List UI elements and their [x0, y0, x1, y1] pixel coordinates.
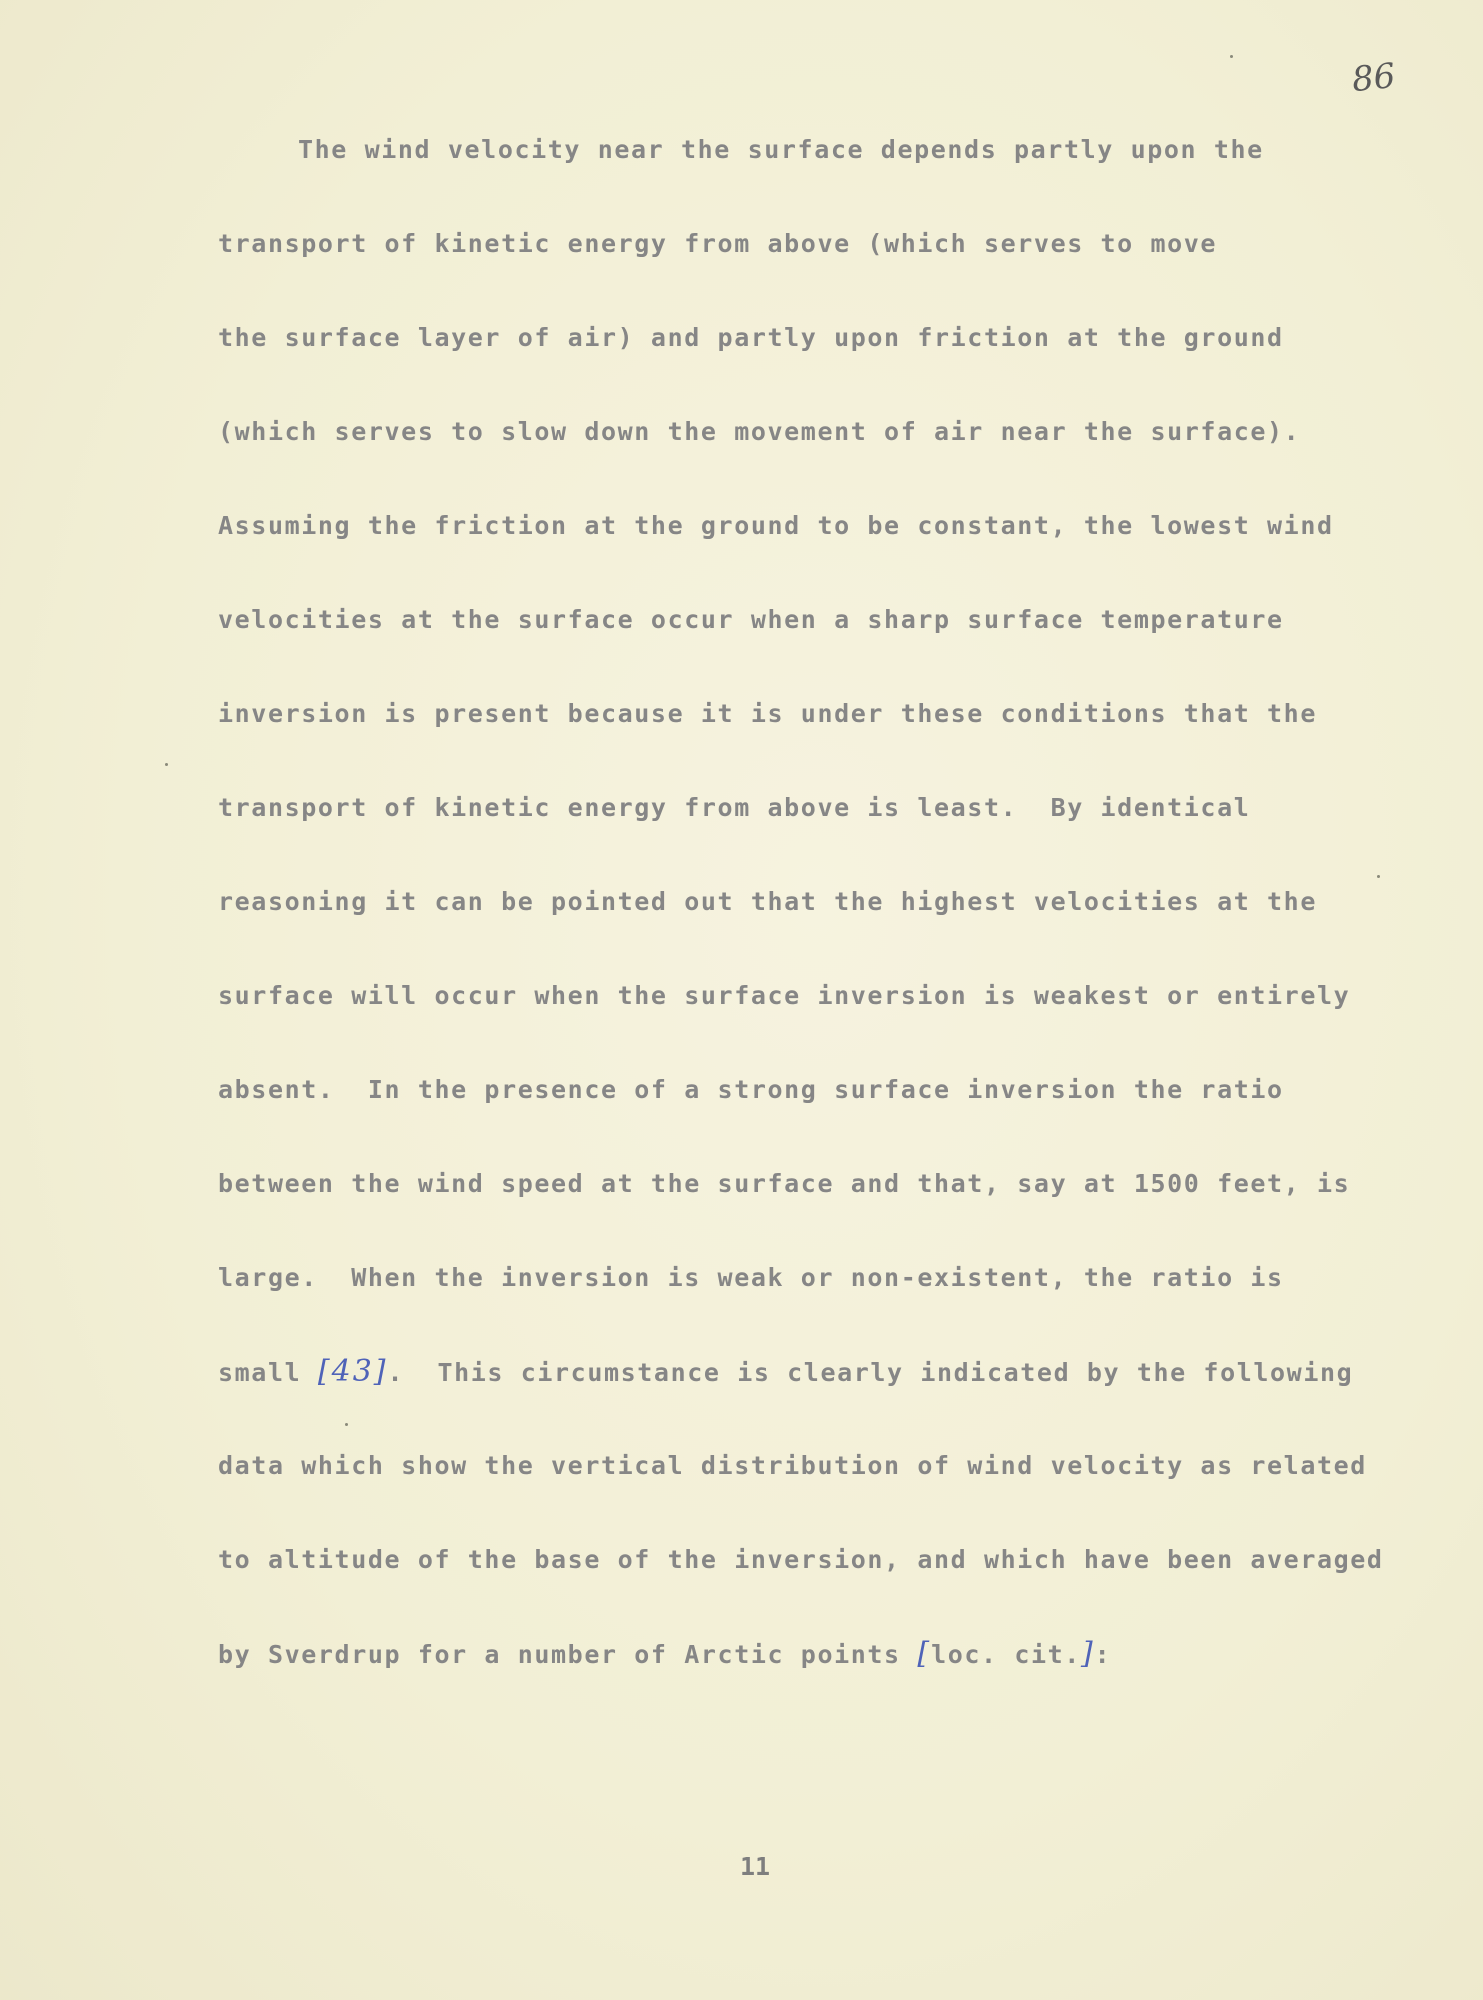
text-line-4: (which serves to slow down the movement of air near the surface).: [218, 417, 1301, 446]
text-line-17: [218, 1634, 1111, 1674]
paper-speck: [345, 1423, 348, 1426]
line17-before: by Sverdrup for a number of Arctic points: [218, 1640, 918, 1669]
text-line-3: the surface layer of air) and partly upon friction at the ground: [218, 323, 1284, 352]
handwritten-bracket-open: [: [917, 1636, 932, 1671]
text-line-13: large. When the inversion is weak or non-existent, the ratio is: [218, 1263, 1284, 1292]
paper-speck: [1377, 875, 1380, 878]
paper-speck: [165, 763, 168, 766]
text-line-5: Assuming the friction at the ground to be constant, the lowest wind: [218, 511, 1334, 540]
line17-after: :: [1094, 1640, 1112, 1669]
text-line-10: surface will occur when the surface inversion is weakest or entirely: [218, 981, 1351, 1010]
text-line-12: between the wind speed at the surface and that, say at 1500 feet, is: [218, 1169, 1351, 1198]
handwritten-folio-number: 86: [1350, 55, 1398, 101]
line14-after: . This circumstance is clearly indicated by the following: [387, 1358, 1354, 1387]
text-line-15: data which show the vertical distribution of wind velocity as related: [218, 1451, 1367, 1480]
text-line-8: transport of kinetic energy from above is least. By identical: [218, 793, 1251, 822]
handwritten-citation: [43]: [317, 1354, 388, 1389]
text-line-2: transport of kinetic energy from above (which serves to move: [218, 229, 1218, 258]
paper-speck: [1230, 55, 1233, 58]
line14-before: small: [218, 1358, 318, 1387]
text-line-1: The wind velocity near the surface depends partly upon the: [298, 135, 1264, 164]
text-line-11: absent. In the presence of a strong surface inversion the ratio: [218, 1075, 1284, 1104]
text-line-14: [218, 1352, 1353, 1392]
line17-middle: loc. cit.: [931, 1640, 1081, 1669]
text-line-16: to altitude of the base of the inversion, and which have been averaged: [218, 1545, 1384, 1574]
text-line-6: velocities at the surface occur when a sharp surface temperature: [218, 605, 1284, 634]
handwritten-bracket-close: ]: [1080, 1636, 1095, 1671]
text-line-9: reasoning it can be pointed out that the highest velocities at the: [218, 887, 1317, 916]
text-line-7: inversion is present because it is under these conditions that the: [218, 699, 1317, 728]
page-number: 11: [740, 1852, 771, 1881]
